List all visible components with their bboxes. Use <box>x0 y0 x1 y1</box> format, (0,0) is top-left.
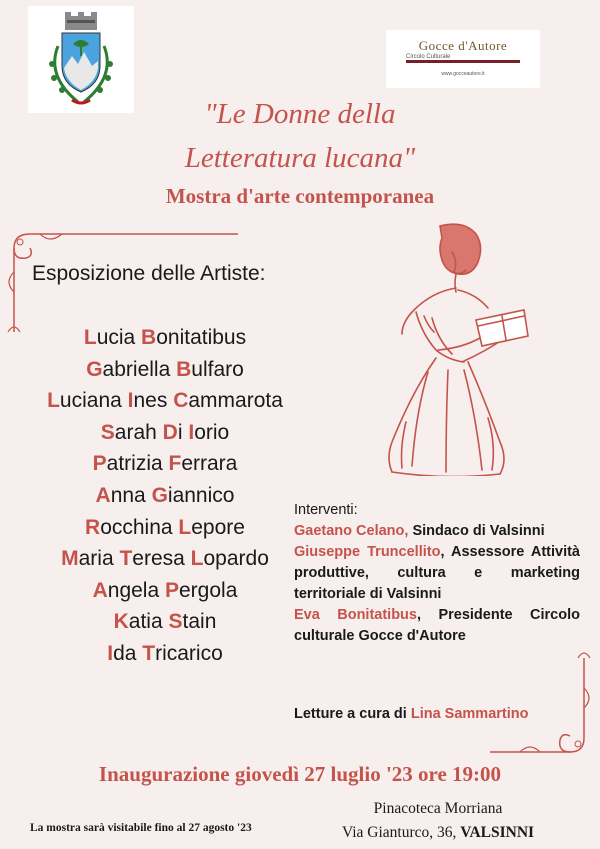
artist-name <box>0 417 330 449</box>
readings-name: Lina Sammartino <box>410 706 529 722</box>
artist-name <box>0 448 330 480</box>
artist-name-part: i <box>177 420 189 444</box>
artist-initial: K <box>113 610 129 634</box>
artist-initial: G <box>86 357 103 381</box>
exhibition-heading: Esposizione delle Artiste: <box>32 262 266 285</box>
artist-name-part: uciana <box>59 389 128 413</box>
speaker-name: Eva Bonitatibus <box>294 607 417 623</box>
artist-name <box>0 322 330 354</box>
artist-name-part: epore <box>191 515 245 539</box>
artist-name-part: onitatibus <box>156 326 247 349</box>
readings-prefix: Letture a cura di <box>294 706 411 722</box>
artist-name-part: da <box>113 641 143 665</box>
artist-name <box>0 512 330 544</box>
flourish-ornament-icon <box>480 648 600 760</box>
woman-reading-book-illustration <box>372 222 532 476</box>
title-line-2: Letteratura lucana" <box>184 142 416 174</box>
artist-initial: P <box>164 578 179 602</box>
artist-initial: D <box>162 420 178 444</box>
interventions-label: Interventi: <box>294 502 358 518</box>
artist-initial: G <box>151 483 168 507</box>
artist-initial: B <box>176 357 192 381</box>
artist-name-part: atia <box>128 610 169 634</box>
artist-name-part: nes <box>133 389 174 413</box>
artist-name <box>0 638 330 670</box>
artist-initial: T <box>142 641 156 665</box>
subtitle: Mostra d'arte contemporanea <box>165 184 435 208</box>
artist-name-part: iannico <box>167 483 235 507</box>
artist-name-part: orio <box>194 420 230 444</box>
artist-initial: M <box>61 547 79 571</box>
artist-initial: P <box>92 452 107 476</box>
gocce-logo-title: Gocce d'Autore <box>418 38 508 53</box>
artist-name-part: atrizia <box>106 452 169 476</box>
artist-initial: I <box>107 641 114 665</box>
artist-name <box>0 480 330 512</box>
artist-initial: S <box>100 420 115 444</box>
venue-name: Pinacoteca Morriana <box>373 800 503 817</box>
artist-initial: F <box>168 452 182 476</box>
artist-name-part: opardo <box>203 547 269 571</box>
interventions-section <box>294 500 580 647</box>
artist-name-part: ricarico <box>155 641 223 665</box>
artist-name-part: aria <box>78 547 120 571</box>
artist-initial: S <box>168 610 183 634</box>
artist-name-part: tain <box>182 610 217 634</box>
artist-initial: L <box>47 389 60 413</box>
gocce-dautore-logo <box>386 30 540 88</box>
artist-name <box>0 575 330 607</box>
artist-name-part: nna <box>110 483 152 507</box>
readings-credit <box>294 706 528 722</box>
artist-name-part: ucia <box>96 326 142 349</box>
speaker-name: Gaetano Celano, <box>294 523 409 539</box>
artist-initial: I <box>127 389 134 413</box>
artist-initial: R <box>85 515 101 539</box>
intervention-item <box>294 542 580 605</box>
artist-name-part: ergola <box>179 578 238 602</box>
speaker-role: Sindaco di Valsinni <box>408 523 545 539</box>
visit-note: La mostra sarà visitabile fino al 27 agosto '23 <box>30 822 252 834</box>
intervention-item <box>294 521 580 542</box>
artist-name <box>0 606 330 638</box>
artist-name-part: ammarota <box>188 389 283 413</box>
artist-name <box>0 354 330 386</box>
gocce-logo-bar <box>406 60 520 63</box>
artist-list <box>0 322 330 670</box>
venue-city: VALSINNI <box>460 824 535 841</box>
title-line-1: "Le Donne della <box>204 98 396 130</box>
artist-name-part: occhina <box>100 515 179 539</box>
venue-street: Via Gianturco, 36, <box>341 824 461 841</box>
gocce-logo-subtitle: Circolo Culturale <box>406 54 451 60</box>
speaker-name: Giuseppe Truncellito <box>294 544 441 560</box>
artist-initial: A <box>95 483 111 507</box>
artist-name <box>0 385 330 417</box>
artist-name-part: arah <box>114 420 163 444</box>
inauguration-date: Inaugurazione giovedì 27 luglio '23 ore 19:00 <box>98 762 502 786</box>
intervention-item <box>294 605 580 647</box>
coat-of-arms-icon <box>28 6 134 113</box>
municipal-crest-logo <box>28 6 134 113</box>
artist-name-part: abriella <box>102 357 177 381</box>
artist-initial: A <box>92 578 108 602</box>
artist-initial: L <box>178 515 192 539</box>
artist-initial: L <box>190 547 204 571</box>
artist-name-part: ngela <box>107 578 165 602</box>
artist-name-part: eresa <box>132 547 191 571</box>
venue-address <box>318 824 558 842</box>
gocce-logo-url: www.gocceautore.it <box>441 71 485 77</box>
speaker-role: , Presidente Circolo culturale Gocce d'Autore <box>294 607 580 644</box>
artist-name <box>0 543 330 575</box>
artist-initial: T <box>119 547 133 571</box>
artist-initial: B <box>141 326 157 349</box>
artist-name-part: ulfaro <box>191 357 244 381</box>
artist-initial: C <box>173 389 189 413</box>
artist-initial: L <box>83 326 97 349</box>
artist-name-part: errara <box>181 452 238 476</box>
artist-initial: I <box>188 420 195 444</box>
speaker-role: , Assessore Attività produttive, cultura e marketing territoriale di Valsinni <box>294 544 580 602</box>
